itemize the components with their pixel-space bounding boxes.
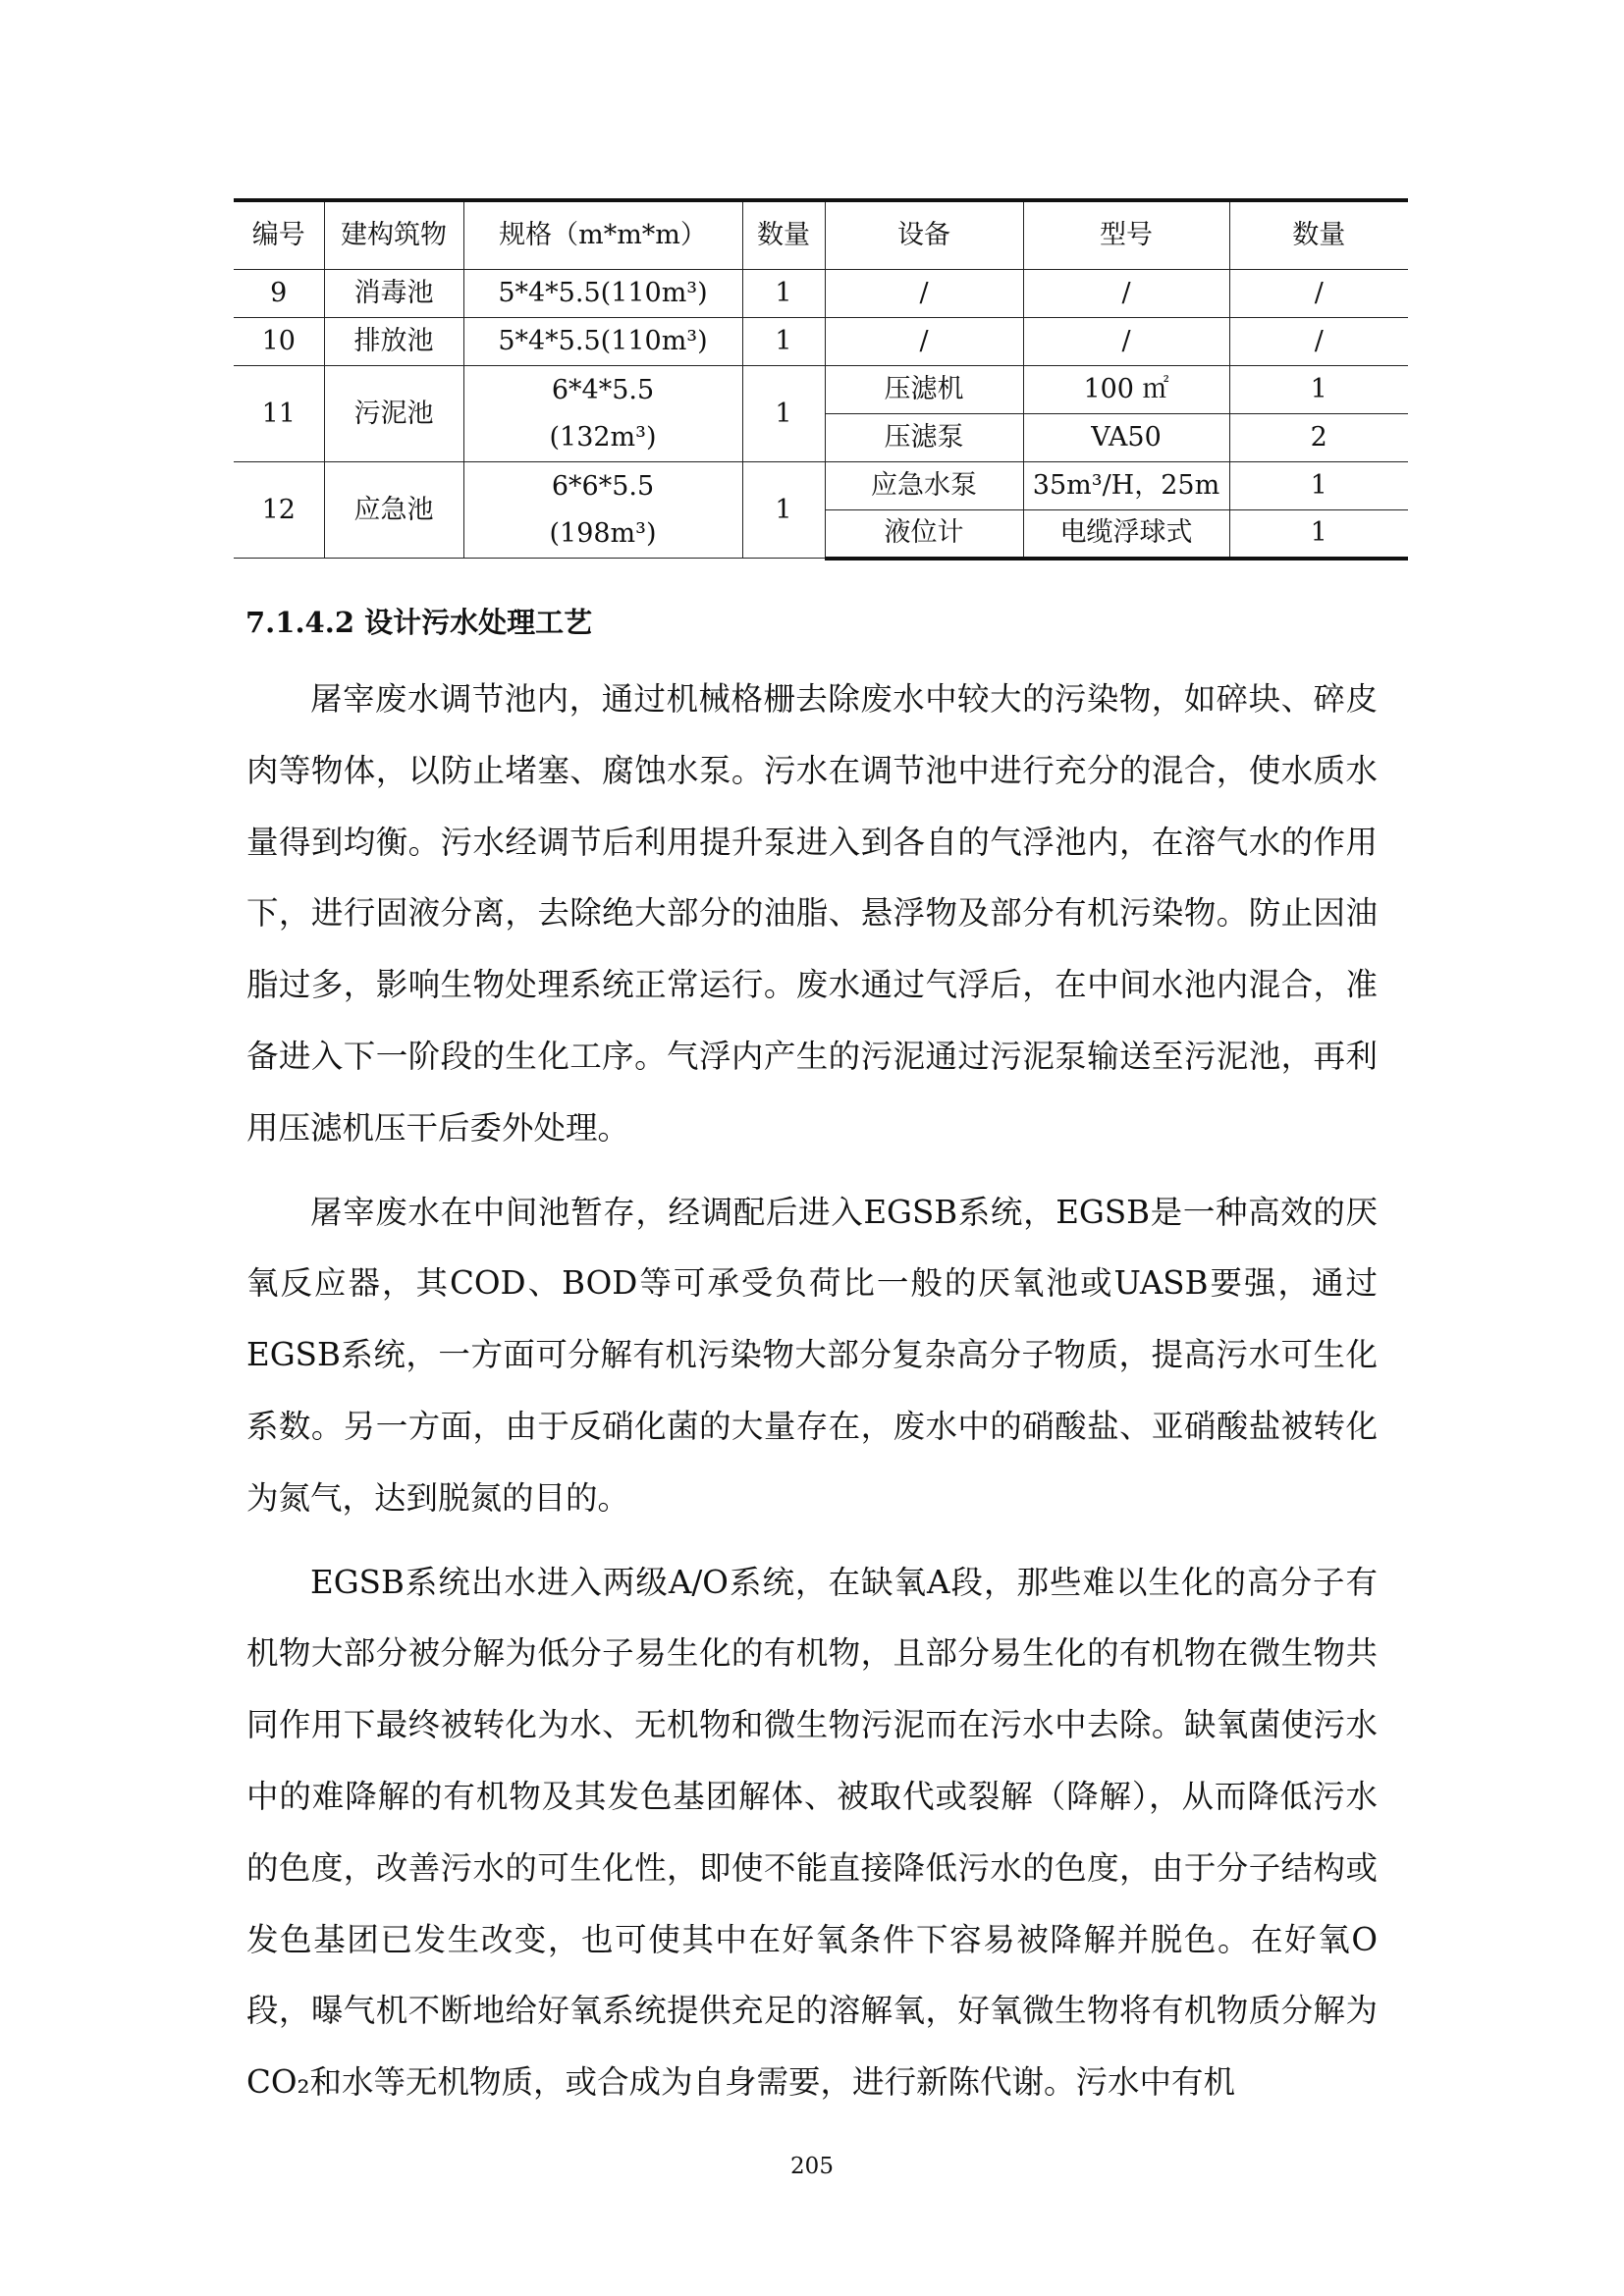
cell-no: 9 (234, 270, 324, 318)
cell-spec (463, 462, 742, 559)
cell-model: / (1023, 270, 1229, 318)
cell-qty: 1 (742, 462, 825, 559)
table-row (234, 270, 1408, 318)
cell-structure: 消毒池 (324, 270, 463, 318)
cell-equipment-qty: 2 (1229, 414, 1408, 462)
header-equipment: 设备 (825, 200, 1023, 270)
header-no: 编号 (234, 200, 324, 270)
cell-qty: 1 (742, 366, 825, 462)
cell-structure: 污泥池 (324, 366, 463, 462)
cell-no: 11 (234, 366, 324, 462)
paragraph: 屠宰废水调节池内，通过机械格栅去除废水中较大的污染物，如碎块、碎皮肉等物体，以防止堵塞、腐蚀水泵。污水在调节池中进行充分的混合，使水质水量得到均衡。污水经调节后利用提升泵进入到各自的气浮池内，在溶气水的作用下，进行固液分离，去除绝大部分的油脂、悬浮物及部分有机污染物。防止因油脂过多，影响生物处理系统正常运行。废水通过气浮后，在中间水池内混合，准备进入下一阶段的生化工序。气浮内产生的污泥通过污泥泵输送至污泥池，再利用压滤机压干后委外处理。 (246, 680, 1378, 1147)
cell-no: 10 (234, 318, 324, 366)
cell-structure: 应急池 (324, 462, 463, 559)
cell-spec-line1: 6*6*5.5 (551, 470, 655, 502)
equipment-table (234, 198, 1408, 561)
cell-spec-line1: 6*4*5.5 (551, 374, 655, 405)
cell-spec: 5*4*5.5(110m³) (463, 318, 742, 366)
cell-equipment-qty: / (1229, 270, 1408, 318)
paragraph: EGSB系统出水进入两级A/O系统，在缺氧A段，那些难以生化的高分子有机物大部分被分解为低分子易生化的有机物，且部分易生化的有机物在微生物共同作用下最终被转化为水、无机物和微生物污泥而在污水中去除。缺氧菌使污水中的难降解的有机物及其发色基团解体、被取代或裂解（降解），从而降低污水的色度，改善污水的可生化性，即使不能直接降低污水的色度，由于分子结构或发色基团已发生改变，也可使其中在好氧条件下容易被降解并脱色。在好氧O段，曝气机不断地给好氧系统提供充足的溶解氧，好氧微生物将有机物质分解为CO₂和水等无机物质，或合成为自身需要，进行新陈代谢。污水中有机 (246, 1563, 1378, 2102)
cell-equipment: 压滤泵 (825, 414, 1023, 462)
cell-spec (463, 366, 742, 462)
cell-spec: 5*4*5.5(110m³) (463, 270, 742, 318)
page-number: 205 (790, 2154, 834, 2179)
header-model: 型号 (1023, 200, 1229, 270)
cell-qty: 1 (742, 318, 825, 366)
cell-spec-line2: (132m³) (549, 421, 657, 453)
header-equipment-qty: 数量 (1229, 200, 1408, 270)
header-spec: 规格（m*m*m） (463, 200, 742, 270)
cell-no: 12 (234, 462, 324, 559)
cell-equipment: / (825, 270, 1023, 318)
table-row (234, 318, 1408, 366)
table-row (234, 462, 1408, 510)
paragraph: 屠宰废水在中间池暂存，经调配后进入EGSB系统，EGSB是一种高效的厌氧反应器，其COD、BOD等可承受负荷比一般的厌氧池或UASB要强，通过EGSB系统，一方面可分解有机污染物大部分复杂高分子物质，提高污水可生化系数。另一方面，由于反硝化菌的大量存在，废水中的硝酸盐、亚硝酸盐被转化为氮气，达到脱氮的目的。 (246, 1193, 1378, 1517)
cell-model: 35m³/H，25m (1023, 462, 1229, 510)
cell-equipment: 液位计 (825, 510, 1023, 559)
cell-spec-line2: (198m³) (549, 517, 657, 549)
cell-model: VA50 (1023, 414, 1229, 462)
cell-equipment: 压滤机 (825, 366, 1023, 414)
table-row (234, 366, 1408, 414)
cell-model: 电缆浮球式 (1023, 510, 1229, 559)
header-qty: 数量 (742, 200, 825, 270)
cell-equipment-qty: 1 (1229, 462, 1408, 510)
cell-equipment-qty: 1 (1229, 366, 1408, 414)
body-text (246, 664, 1378, 2131)
cell-model: / (1023, 318, 1229, 366)
cell-structure: 排放池 (324, 318, 463, 366)
section-heading: 7.1.4.2 设计污水处理工艺 (245, 606, 593, 639)
cell-equipment-qty: 1 (1229, 510, 1408, 559)
table-header-row (234, 200, 1408, 270)
cell-equipment: 应急水泵 (825, 462, 1023, 510)
cell-model: 100 ㎡ (1023, 366, 1229, 414)
cell-qty: 1 (742, 270, 825, 318)
cell-equipment: / (825, 318, 1023, 366)
header-structure: 建构筑物 (324, 200, 463, 270)
cell-equipment-qty: / (1229, 318, 1408, 366)
